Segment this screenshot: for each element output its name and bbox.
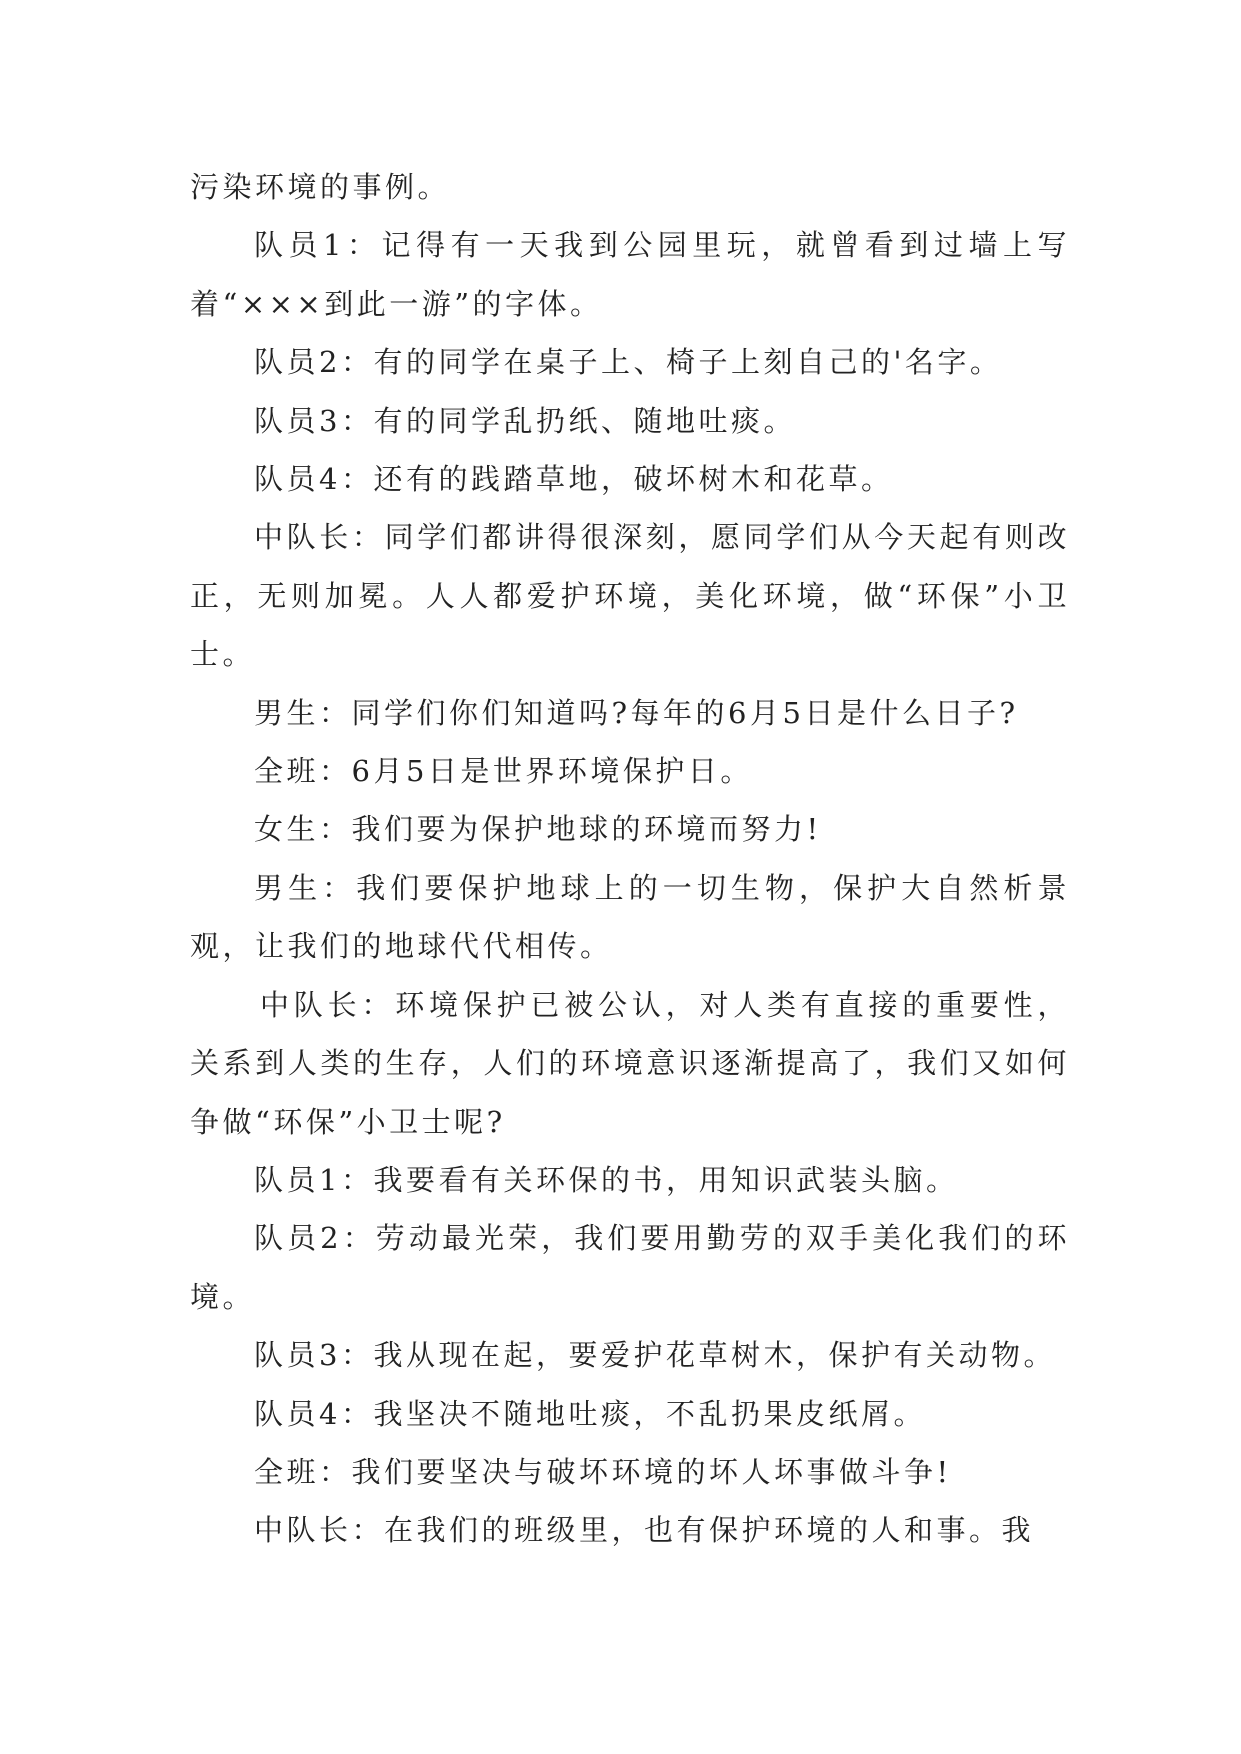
paragraph-member2-labor: 队员2：劳动最光荣，我们要用勤劳的双手美化我们的环境。 (190, 1221, 1070, 1314)
paragraph-boys-question: 男生：同学们你们知道吗?每年的6月5日是什么日子? (254, 695, 1019, 730)
paragraph-member3-plants: 队员3：我从现在起，要爱护花草树木，保护有关动物。 (254, 1338, 1056, 1373)
paragraph-member1-park: 队员1：记得有一天我到公园里玩，就曾看到过墙上写着“×××到此一游”的字体。 (190, 228, 1070, 321)
paragraph-girls: 女生：我们要为保护地球的环境而努力! (254, 812, 822, 847)
paragraph-class-answer: 全班：6月5日是世界环境保护日。 (254, 754, 753, 789)
paragraph-member4-spit: 队员4：我坚决不随地吐痰，不乱扔果皮纸屑。 (254, 1396, 926, 1431)
paragraph-member3-litter: 队员3：有的同学乱扔纸、随地吐痰。 (254, 403, 796, 438)
paragraph-member1-books: 队员1：我要看有关环保的书，用知识武装头脑。 (254, 1162, 959, 1197)
paragraph-boys-protect: 男生：我们要保护地球上的一切生物，保护大自然析景观，让我们的地球代代相传。 (190, 870, 1070, 964)
document-body (190, 158, 1070, 1560)
paragraph-member4-grass: 队员4：还有的践踏草地，破坏树木和花草。 (254, 462, 894, 497)
paragraph-class-fight: 全班：我们要坚决与破坏环境的坏人坏事做斗争! (254, 1454, 952, 1489)
paragraph-squad-leader-1: 中队长：同学们都讲得很深刻，愿同学们从今天起有则改正，无则加冕。人人都爱护环境，美化环境，做“环保”小卫士。 (190, 520, 1070, 672)
paragraph-member2-desks: 队员2：有的同学在桌子上、椅子上刻自己的'名字。 (254, 345, 1003, 380)
paragraph-squad-leader-2: 中队长：环境保护已被公认，对人类有直接的重要性，关系到人类的生存，人们的环境意识逐渐提高了，我们又如何争做“环保”小卫士呢? (190, 987, 1070, 1139)
paragraph-squad-leader-3: 中队长：在我们的班级里，也有保护环境的人和事。我 (254, 1513, 1035, 1548)
paragraph-continuation: 污染环境的事例。 (190, 170, 451, 204)
